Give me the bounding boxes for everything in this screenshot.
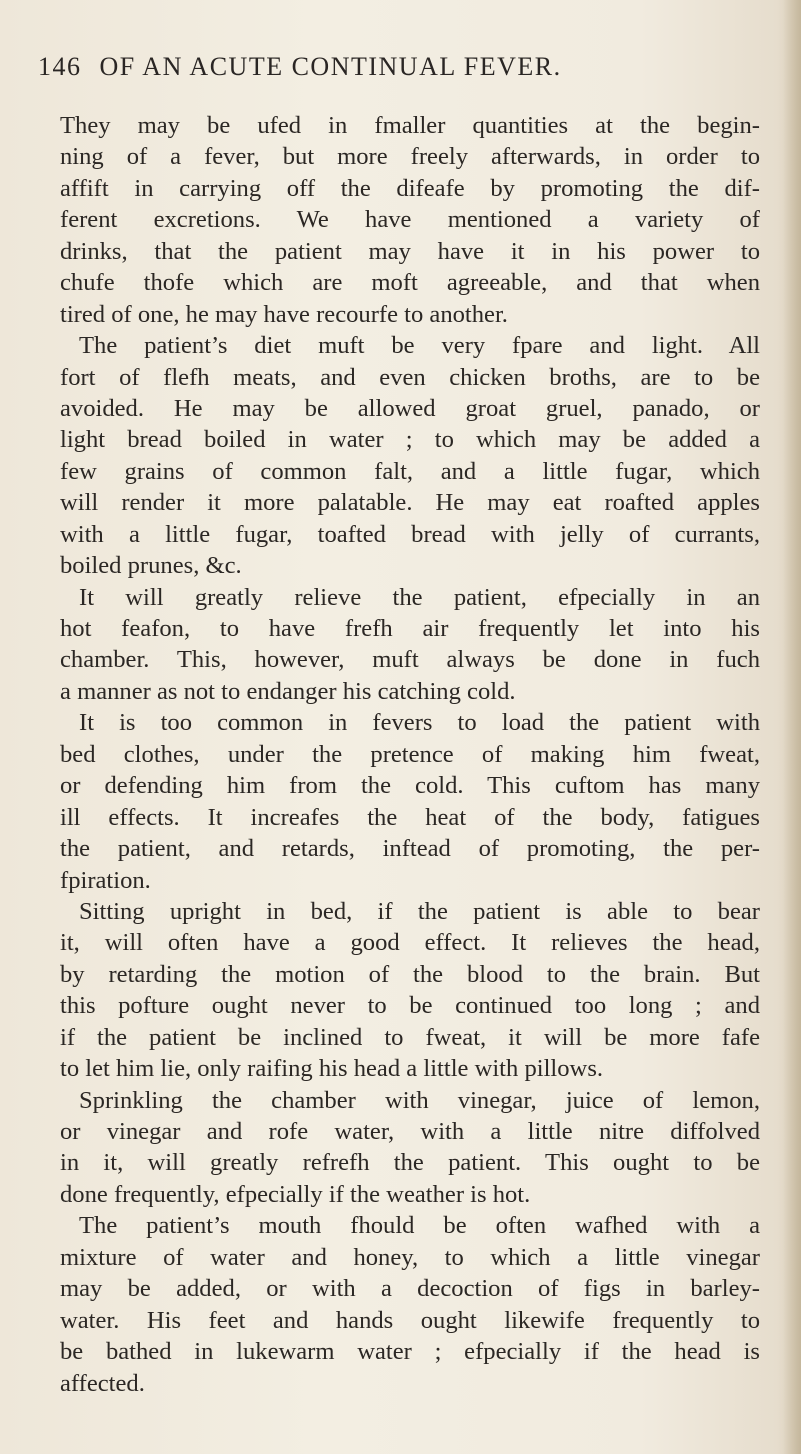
text-line: tired of one, he may have recourfe to another.	[60, 300, 508, 328]
text-line: to let him lie, only raifing his head a little with pillows.	[60, 1055, 604, 1083]
text-line: with a little fugar, toafted bread with jelly of currants,	[60, 520, 760, 548]
text-line: if the patient be inclined to fweat, it will be more fafe	[60, 1023, 760, 1051]
running-head-title: OF AN ACUTE CONTINUAL FEVER.	[99, 52, 562, 81]
text-line: chufe thofe which are moft agreeable, and that when	[60, 269, 760, 297]
text-line: They may be ufed in fmaller quantities at the begin-	[60, 112, 760, 139]
text-line: affift in carrying off the difeafe by promoting the dif-	[60, 174, 760, 202]
text-line: a manner as not to endanger his catching cold.	[60, 677, 516, 705]
text-line: chamber. This, however, muft always be done in fuch	[60, 646, 760, 674]
text-line: water. His feet and hands ought likewife frequently to	[60, 1306, 760, 1334]
text-line: few grains of common falt, and a little fugar, which	[60, 457, 760, 485]
text-line: fort of flefh meats, and even chicken broths, are to be	[60, 363, 760, 391]
text-line: mixture of water and honey, to which a little vinegar	[60, 1243, 760, 1271]
text-line: It will greatly relieve the patient, efpecially in an	[79, 583, 760, 611]
text-line: this pofture ought never to be continued too long ; and	[60, 992, 760, 1020]
text-line: the patient, and retards, inftead of promoting, the per-	[60, 835, 760, 863]
text-line: it, will often have a good effect. It relieves the head,	[60, 929, 760, 957]
body-text	[60, 110, 760, 1399]
text-line: or defending him from the cold. This cuftom has many	[60, 772, 760, 800]
text-line: fpiration.	[60, 866, 151, 894]
text-line: hot feafon, to have frefh air frequently let into his	[60, 615, 760, 642]
text-line: by retarding the motion of the blood to the brain. But	[60, 960, 760, 988]
text-line: boiled prunes, &c.	[60, 552, 242, 580]
text-line: may be added, or with a decoction of figs in barley-	[60, 1275, 760, 1303]
text-line: light bread boiled in water ; to which may be added a	[60, 426, 760, 454]
text-line: Sitting upright in bed, if the patient is able to bear	[79, 897, 760, 925]
text-line: ferent excretions. We have mentioned a variety of	[60, 206, 760, 234]
text-line: It is too common in fevers to load the patient with	[79, 709, 760, 737]
text-line: Sprinkling the chamber with vinegar, juice of lemon,	[79, 1086, 760, 1114]
text-line: will render it more palatable. He may eat roafted apples	[60, 489, 760, 517]
text-line: The patient’s mouth fhould be often wafhed with a	[79, 1212, 760, 1240]
text-line: affected.	[60, 1369, 145, 1397]
text-line: bed clothes, under the pretence of making him fweat,	[60, 740, 760, 768]
text-line: The patient’s diet muft be very fpare and light. All	[79, 332, 760, 360]
text-line: in it, will greatly refrefh the patient. This ought to be	[60, 1149, 760, 1177]
text-line: done frequently, efpecially if the weather is hot.	[60, 1180, 531, 1208]
page-number: 146	[38, 52, 82, 81]
text-line: be bathed in lukewarm water ; efpecially if the head is	[60, 1338, 760, 1366]
text-line: or vinegar and rofe water, with a little nitre diffolved	[60, 1118, 760, 1145]
text-line: avoided. He may be allowed groat gruel, panado, or	[60, 394, 760, 422]
text-line: ning of a fever, but more freely afterwards, in order to	[60, 143, 760, 171]
text-line: ill effects. It increafes the heat of the body, fatigues	[60, 803, 760, 831]
text-line: drinks, that the patient may have it in his power to	[60, 237, 760, 265]
page-edge-shadow	[783, 0, 801, 1454]
running-head	[38, 52, 562, 82]
